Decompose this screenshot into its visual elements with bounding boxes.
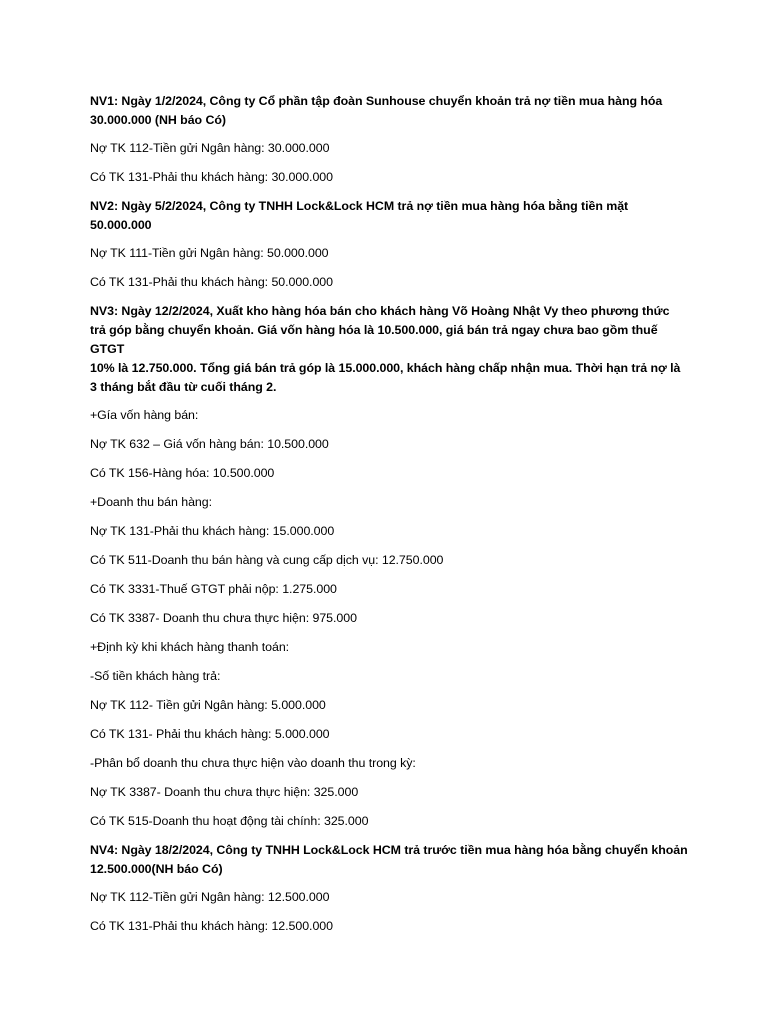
heading-line: 30.000.000 (NH báo Có): [90, 113, 226, 127]
section-label: +Định kỳ khi khách hàng thanh toán:: [90, 640, 290, 654]
journal-entry: Nợ TK 112-Tiền gửi Ngân hàng: 12.500.000: [90, 890, 330, 904]
heading-line: NV3: Ngày 12/2/2024, Xuất kho hàng hóa bán cho khách hàng Võ Hoàng Nhật Vy theo phương thức: [90, 304, 670, 318]
journal-entry: Có TK 511-Doanh thu bán hàng và cung cấp dịch vụ: 12.750.000: [90, 553, 444, 567]
heading-line: trả góp bằng chuyển khoản. Giá vốn hàng hóa là 10.500.000, giá bán trả ngay chưa bao gồm thuế GTGT: [90, 323, 658, 356]
heading-line: 3 tháng bắt đầu từ cuối tháng 2.: [90, 380, 277, 394]
journal-entry: Có TK 131-Phải thu khách hàng: 30.000.000: [90, 170, 333, 184]
journal-entry: Nợ TK 632 – Giá vốn hàng bán: 10.500.000: [90, 437, 329, 451]
heading-line: 12.500.000(NH báo Có): [90, 862, 223, 876]
heading-line: NV2: Ngày 5/2/2024, Công ty TNHH Lock&Lock HCM trả nợ tiền mua hàng hóa bằng tiền mặt: [90, 199, 629, 213]
journal-entry: Có TK 131-Phải thu khách hàng: 12.500.000: [90, 919, 333, 933]
journal-entry: Có TK 131-Phải thu khách hàng: 50.000.000: [90, 275, 333, 289]
transaction-heading-nv3: [90, 302, 690, 397]
section-label: +Doanh thu bán hàng:: [90, 495, 212, 509]
journal-entry: Nợ TK 111-Tiền gửi Ngân hàng: 50.000.000: [90, 246, 329, 260]
section-label: -Phân bổ doanh thu chưa thực hiện vào doanh thu trong kỳ:: [90, 756, 416, 770]
document-page: [90, 92, 690, 946]
journal-entry: Có TK 131- Phải thu khách hàng: 5.000.000: [90, 727, 330, 741]
section-label: -Số tiền khách hàng trả:: [90, 669, 221, 683]
heading-line: NV1: Ngày 1/2/2024, Công ty Cổ phần tập đoàn Sunhouse chuyển khoản trả nợ tiền mua hàng hóa: [90, 94, 663, 108]
transaction-heading-nv1: [90, 92, 690, 130]
heading-line: NV4: Ngày 18/2/2024, Công ty TNHH Lock&Lock HCM trả trước tiền mua hàng hóa bằng chuyển khoản: [90, 843, 688, 857]
journal-entry: Nợ TK 131-Phải thu khách hàng: 15.000.000: [90, 524, 335, 538]
transaction-heading-nv2: [90, 197, 690, 235]
section-label: +Gía vốn hàng bán:: [90, 408, 199, 422]
journal-entry: Có TK 515-Doanh thu hoạt động tài chính: 325.000: [90, 814, 369, 828]
journal-entry: Nợ TK 112-Tiền gửi Ngân hàng: 30.000.000: [90, 141, 330, 155]
journal-entry: Nợ TK 3387- Doanh thu chưa thực hiện: 325.000: [90, 785, 359, 799]
heading-line: 10% là 12.750.000. Tổng giá bán trả góp là 15.000.000, khách hàng chấp nhận mua. Thời hạn trả nợ là: [90, 361, 681, 375]
transaction-heading-nv4: [90, 841, 690, 879]
journal-entry: Có TK 3387- Doanh thu chưa thực hiện: 975.000: [90, 611, 357, 625]
journal-entry: Có TK 3331-Thuế GTGT phải nộp: 1.275.000: [90, 582, 337, 596]
journal-entry: Có TK 156-Hàng hóa: 10.500.000: [90, 466, 275, 480]
heading-line: 50.000.000: [90, 218, 152, 232]
journal-entry: Nợ TK 112- Tiền gửi Ngân hàng: 5.000.000: [90, 698, 326, 712]
